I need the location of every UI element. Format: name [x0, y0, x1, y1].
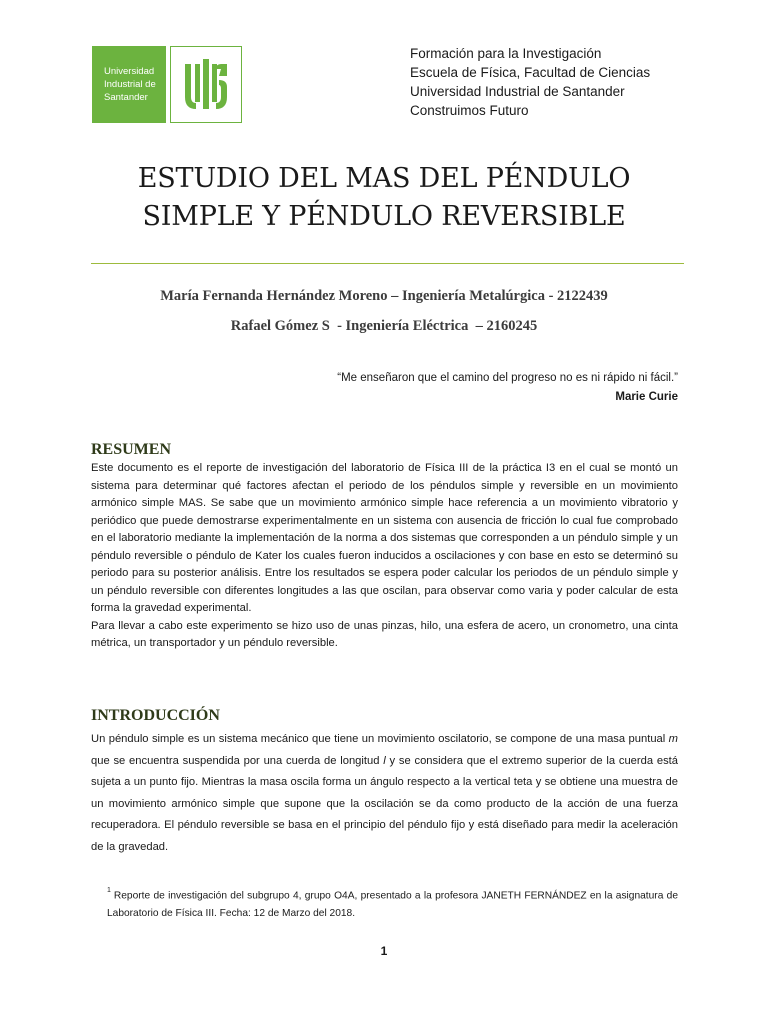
- footnote-text: Reporte de investigación del subgrupo 4, grupo O4A, presentado a la profesora JANETH FERNÁNDEZ en la asignatura de Laboratorio de Física III. Fecha: 12 de Marzo del 2018.: [107, 890, 678, 920]
- title-line-2: SIMPLE Y PÉNDULO REVERSIBLE: [142, 201, 626, 232]
- resumen-paragraph: Este documento es el reporte de investigación del laboratorio de Física III de la práctica I3 en el cual se montó un sistema para determinar qué factores afectan el periodo de los péndulos simple y reversible en un movimiento armónico simple MAS. Se sabe que un movimiento armónico simple hace referencia a un movimiento vibratorio y periódico que puede demostrarse experimentalmente en un sistema con ausencia de fricción lo cual fue comprobado en el laboratorio mediante la implementación de la norma a dos sistemas que corresponden a un péndulo simple y un péndulo reversible o péndulo de Kater los cuales fueron inducidos a oscilaciones y con base en esto se determinó su periodo para su posterior análisis. Entre los resultados se espera poder calcular los periodos de un péndulo simple y un péndulo reversible con diferentes longitudes a las que oscilan, para observar como varia y poder calcular de esta forma la gravedad experimental.: [91, 462, 678, 614]
- uis-emblem-icon: [171, 47, 241, 122]
- footnote: [107, 884, 678, 923]
- header-line: Formación para la Investigación: [410, 46, 602, 61]
- header-line: Universidad Industrial de Santander: [410, 84, 625, 99]
- institution-header: [410, 44, 650, 120]
- length-symbol: l: [383, 754, 386, 767]
- title-line-1: ESTUDIO DEL MAS DEL PÉNDULO: [137, 163, 631, 194]
- document-title: [0, 160, 768, 236]
- mass-symbol: m: [668, 733, 678, 745]
- title-divider: [91, 263, 684, 264]
- intro-text-part: que se encuentra suspendida por una cuerda de longitud: [91, 754, 384, 767]
- logo-line: Universidad: [104, 66, 155, 77]
- logo-line: Industrial de: [104, 79, 156, 90]
- resumen-heading: RESUMEN: [91, 441, 172, 458]
- introduccion-body: [91, 729, 678, 858]
- resumen-body: [91, 460, 678, 653]
- header-line: Construimos Futuro: [410, 103, 529, 118]
- quote-author: Marie Curie: [615, 391, 678, 403]
- resumen-paragraph: Para llevar a cabo este experimento se hizo uso de unas pinzas, hilo, una esfera de acero, un cronometro, una cinta métrica, un transportador y un péndulo reversible.: [91, 619, 678, 649]
- introduccion-heading: INTRODUCCIÓN: [91, 707, 220, 724]
- logo-line: Santander: [104, 92, 148, 103]
- intro-text-part: y se considera que el extremo superior de la cuerda está sujeta a un punto fijo. Mientras la masa oscila forma un ángulo respecto a la vertical teta y se obtiene una muestra de un movimiento armónico simple que supone que la oscilación se da como producto de la acción de una fuerza recuperadora. El péndulo reversible se basa en el principio del péndulo fijo y está diseñado para medir la aceleración de la gravedad.: [91, 754, 678, 853]
- epigraph: [337, 369, 678, 407]
- header-line: Escuela de Física, Facultad de Ciencias: [410, 65, 651, 80]
- author-line-2: Rafael Gómez S - Ingeniería Eléctrica – 2160245: [230, 318, 538, 334]
- uis-logo-mark: [170, 46, 242, 123]
- quote-text: “Me enseñaron que el camino del progreso no es ni rápido ni fácil.”: [337, 372, 678, 384]
- footnote-marker: 1: [107, 887, 111, 894]
- intro-text-part: Un péndulo simple es un sistema mecánico que tiene un movimiento oscilatorio, se compone de una masa puntual: [91, 733, 669, 745]
- page-number: 1: [380, 944, 388, 958]
- uis-logo-text-block: [92, 46, 166, 123]
- introduccion-paragraph: [91, 729, 678, 858]
- author-line-1: María Fernanda Hernández Moreno – Ingeniería Metalúrgica - 2122439: [160, 288, 608, 304]
